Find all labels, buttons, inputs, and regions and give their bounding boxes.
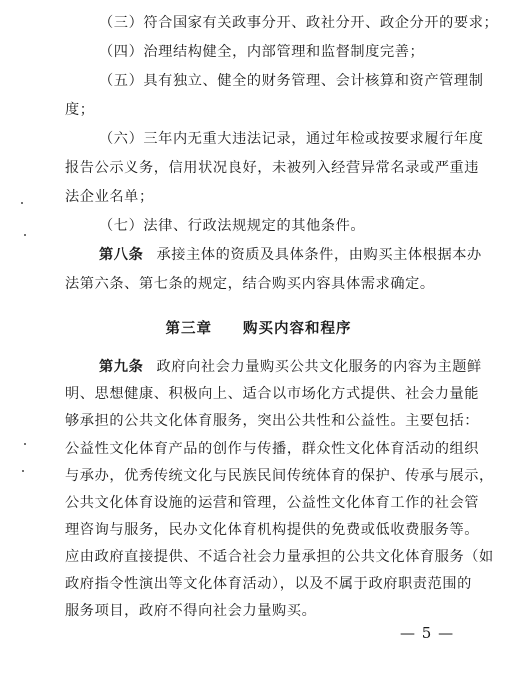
scan-speck — [24, 234, 26, 236]
clause-5 — [99, 72, 509, 90]
line-text: 法第六条、第七条的规定，结合购买内容具体需求确定。 — [65, 276, 435, 292]
scan-speck — [22, 470, 24, 472]
clause-6-cont2 — [65, 188, 475, 206]
line-text: （三）符合国家有关政事分开、政社分开、政企分开的要求； — [99, 15, 499, 31]
scan-speck — [24, 443, 26, 445]
scan-speck — [21, 202, 23, 204]
line-text: 法企业名单； — [65, 189, 154, 205]
line-text: （四）治理结构健全，内部管理和监督制度完善； — [99, 44, 425, 60]
article-9-cont8 — [65, 575, 475, 593]
line-text: 承接主体的资质及具体条件，由购买主体根据本办 — [156, 247, 482, 263]
line-text: 度； — [65, 102, 95, 118]
article-9-cont9 — [65, 602, 475, 620]
line-text: 报告公示义务，信用状况良好，未被列入经营异常名录或严重违 — [65, 160, 480, 176]
line-text: 公共文化体育设施的运营和管理，公益性文化体育工作的社会管 — [65, 495, 480, 511]
line-text: 明、思想健康、积极向上、适合以市场化方式提供、社会力量能 — [65, 386, 480, 402]
page-number: — 5 — — [400, 624, 455, 642]
line-text: （六）三年内无重大违法记录，通过年检或按要求履行年度 — [99, 131, 484, 147]
clause-6 — [99, 130, 509, 148]
article-label: 第九条 — [99, 359, 144, 375]
article-9-cont3 — [65, 440, 480, 458]
line-text: 与承办，优秀传统文化与民族民间传统体育的保护、传承与展示， — [65, 468, 494, 484]
article-label: 第八条 — [99, 247, 144, 263]
clause-6-cont1 — [65, 159, 480, 177]
clause-4 — [99, 43, 509, 61]
clause-5-cont — [65, 101, 475, 119]
line-text: 理咨询与服务，民办文化体育机构提供的免费或低收费服务等。 — [65, 522, 480, 538]
article-9-cont6 — [65, 521, 480, 539]
line-text: 应由政府直接提供、不适合社会力量承担的公共文化体育服务（如 — [65, 549, 494, 565]
line-text: 政府指令性演出等文化体育活动），以及不属于政府职责范围的 — [65, 576, 472, 592]
line-text: （七）法律、行政法规规定的其他条件。 — [99, 218, 366, 234]
chapter-title: 第三章 购买内容和程序 — [165, 321, 352, 337]
clause-3 — [99, 14, 509, 32]
clause-7 — [99, 217, 509, 235]
line-text: （五）具有独立、健全的财务管理、会计核算和资产管理制 — [99, 73, 484, 89]
line-text: 够承担的公共文化体育服务，突出公共性和公益性。主要包括： — [65, 413, 480, 429]
line-text: 政府向社会力量购买公共文化服务的内容为主题鲜 — [156, 359, 482, 375]
article-9-cont1 — [65, 385, 480, 403]
article-9-cont4 — [65, 467, 494, 485]
line-text: 服务项目，政府不得向社会力量购买。 — [65, 603, 317, 619]
article-9 — [99, 358, 509, 376]
article-9-cont5 — [65, 494, 480, 512]
article-9-cont7 — [65, 548, 494, 566]
article-9-cont2 — [65, 412, 480, 430]
article-8-cont — [65, 275, 475, 293]
line-text: 公益性文化体育产品的创作与传播，群众性文化体育活动的组织 — [65, 441, 480, 457]
article-8 — [99, 246, 509, 264]
